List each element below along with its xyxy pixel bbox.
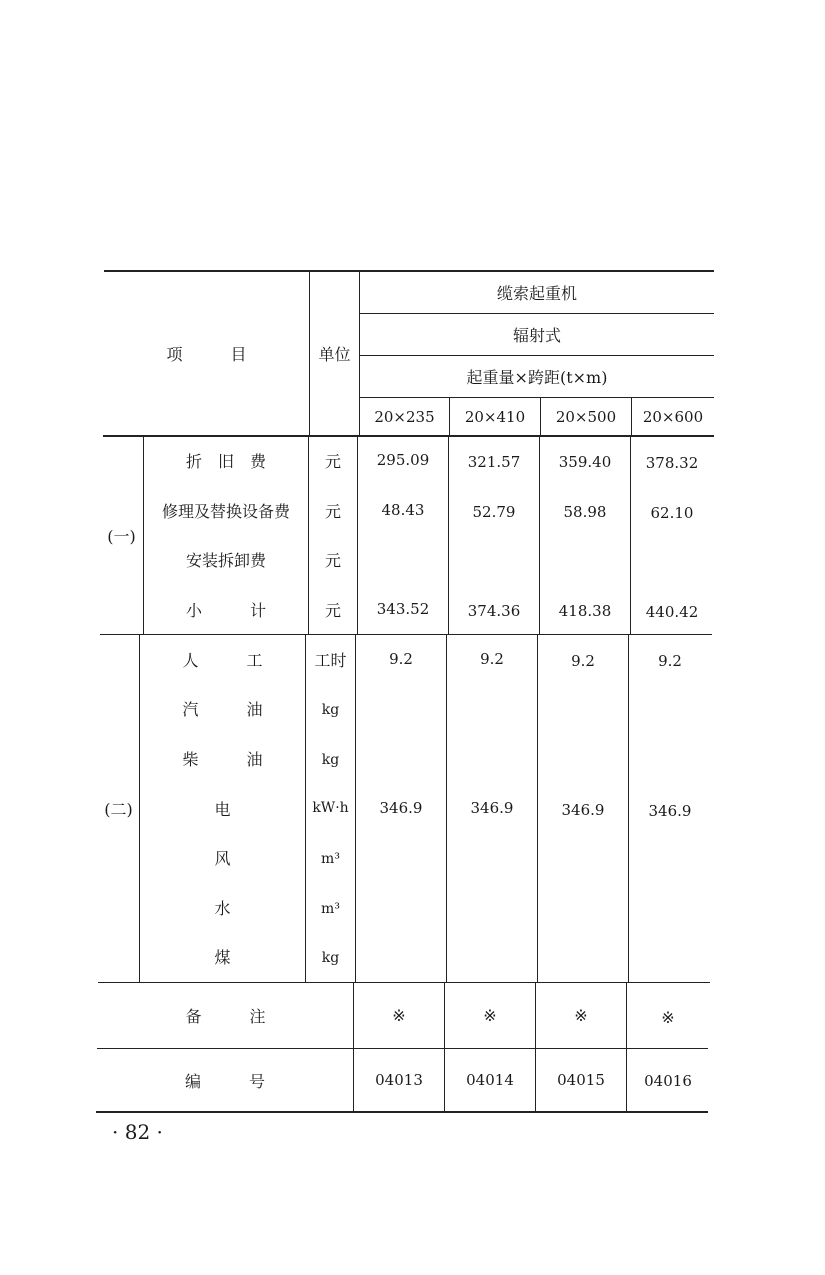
row-name: 修理及替换设备费	[161, 501, 290, 521]
header-param: 起重量×跨距(t×m)	[466, 368, 608, 387]
group2-label: (二)	[104, 800, 133, 819]
remark-mark: ※	[574, 1006, 588, 1025]
header-machine: 缆索起重机	[496, 283, 577, 303]
cell-value: 9.2	[571, 652, 595, 670]
cell-value: 346.9	[561, 801, 605, 819]
cell-value: 295.09	[376, 451, 430, 469]
row-unit: 元	[324, 600, 341, 620]
cell-value: 346.9	[648, 802, 692, 820]
code-value: 04013	[375, 1071, 423, 1089]
cell-value: 321.57	[467, 453, 521, 471]
row-name: 水	[214, 898, 231, 918]
row-unit: kg	[321, 950, 340, 966]
row-name: 小 计	[185, 600, 266, 620]
row-name: 折 旧 费	[185, 451, 266, 471]
cell-value: 58.98	[563, 503, 607, 521]
row-unit: kW·h	[312, 800, 349, 816]
cell-value: 418.38	[558, 602, 612, 620]
code-value: 04015	[557, 1071, 605, 1089]
cell-value	[631, 536, 713, 582]
remark-mark: ※	[661, 1007, 675, 1027]
cell-value: 346.9	[470, 799, 514, 817]
header-item-label: 项 目	[166, 344, 247, 364]
cell-value	[540, 536, 630, 582]
row-unit: 元	[324, 451, 341, 471]
remark-mark: ※	[483, 1006, 497, 1025]
model-header: 20×235	[374, 407, 435, 426]
cell-value: 359.40	[558, 453, 612, 471]
row-name: 人 工	[182, 650, 263, 670]
cell-value: 52.79	[472, 503, 516, 521]
model-header: 20×500	[555, 407, 617, 426]
row-name: 柴 油	[182, 749, 263, 769]
codes-label: 编 号	[184, 1071, 265, 1091]
cell-value: 378.32	[645, 454, 699, 472]
cell-value: 343.52	[376, 600, 430, 618]
code-value: 04014	[466, 1071, 514, 1089]
row-unit: 元	[324, 550, 341, 570]
model-header: 20×410	[464, 407, 526, 426]
cell-value: 48.43	[381, 501, 425, 519]
page-number: · 82 ·	[112, 1120, 163, 1144]
model-header: 20×600	[642, 407, 704, 426]
row-unit: kg	[321, 702, 340, 718]
code-value: 04016	[644, 1072, 692, 1090]
cell-value: 62.10	[650, 504, 694, 522]
cell-value: 346.9	[379, 799, 423, 817]
row-unit: m³	[321, 851, 340, 867]
row-unit: 工时	[314, 650, 347, 670]
cell-value: 440.42	[645, 603, 699, 621]
cell-value	[449, 536, 539, 582]
cell-value	[358, 536, 448, 582]
row-unit: m³	[321, 901, 340, 917]
cell-value: 374.36	[467, 602, 521, 620]
row-name: 风	[214, 848, 231, 868]
cell-value: 9.2	[480, 650, 504, 668]
row-name: 电	[214, 799, 231, 819]
row-name: 煤	[214, 947, 231, 967]
remark-mark: ※	[392, 1006, 406, 1025]
row-unit: kg	[321, 752, 340, 768]
cell-value: 9.2	[658, 652, 682, 670]
row-unit: 元	[324, 501, 341, 521]
row-name: 汽 油	[182, 699, 263, 719]
header-unit-label: 单位	[318, 344, 351, 364]
header-type: 辐射式	[512, 326, 561, 345]
remarks-label: 备 注	[185, 1007, 266, 1026]
row-name: 安装拆卸费	[185, 550, 266, 570]
group1-label: (一)	[107, 526, 136, 546]
cell-value: 9.2	[389, 650, 413, 668]
